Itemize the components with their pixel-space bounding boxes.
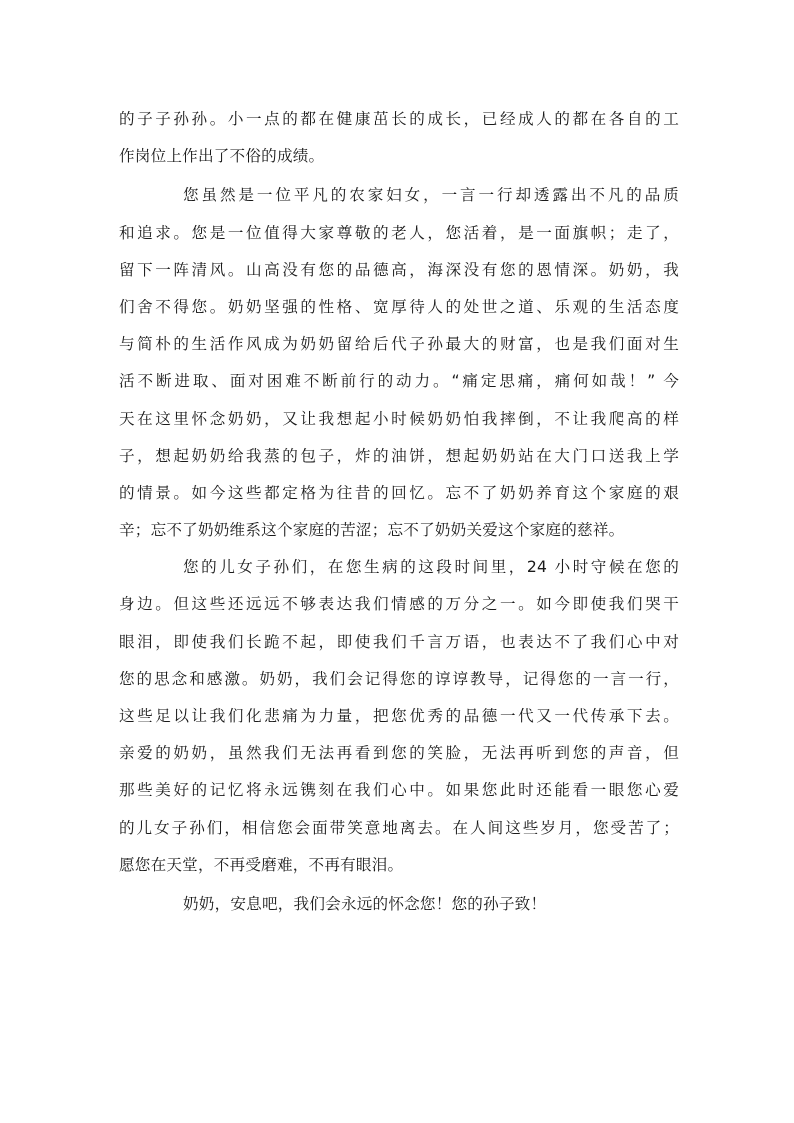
text-line: 的子子孙孙。小一点的都在健康茁长的成长，已经成人的都在各自的工 <box>119 110 679 128</box>
text-line: 们舍不得您。奶奶坚强的性格、宽厚待人的处世之道、乐观的生活态度 <box>119 297 679 316</box>
paragraph-1 <box>119 101 679 175</box>
text-line: 您的儿女子孙们，在您生病的这段时间里，24 小时守候在您的 <box>183 558 679 577</box>
text-line: 和追求。您是一位值得大家尊敬的老人，您活着，是一面旗帜；走了， <box>119 223 679 242</box>
text-line: 辛；忘不了奶奶维系这个家庭的苦涩；忘不了奶奶关爱这个家庭的慈祥。 <box>119 521 625 540</box>
text-line: 身边。但这些还远远不够表达我们情感的万分之一。如今即使我们哭干 <box>119 595 679 614</box>
text-line: 眼泪，即使我们长跪不起，即使我们千言万语，也表达不了我们心中对 <box>119 632 679 651</box>
text-line: 那些美好的记忆将永远镌刻在我们心中。如果您此时还能看一眼您心爱 <box>119 781 679 800</box>
text-line: 天在这里怀念奶奶，又让我想起小时候奶奶怕我摔倒，不让我爬高的样 <box>119 409 679 428</box>
text-line: 作岗位上作出了不俗的成绩。 <box>119 147 325 166</box>
paragraph-4 <box>119 886 679 923</box>
text-line: 的情景。如今这些都定格为往昔的回忆。忘不了奶奶养育这个家庭的艰 <box>119 483 679 502</box>
text-line: 愿您在天堂，不再受磨难，不再有眼泪。 <box>119 855 404 874</box>
paragraph-3 <box>119 549 679 884</box>
text-line: 奶奶，安息吧，我们会永远的怀念您！您的孙子致！ <box>183 894 547 913</box>
text-line: 与简朴的生活作风成为奶奶留给后代子孙最大的财富，也是我们面对生 <box>119 335 679 354</box>
text-line: 活不断进取、面对困难不断前行的动力。“痛定思痛，痛何如哉！” 今 <box>119 372 679 391</box>
paragraph-2 <box>119 177 679 549</box>
text-line: 这些足以让我们化悲痛为力量，把您优秀的品德一代又一代传承下去。 <box>119 707 679 725</box>
text-line: 您的思念和感激。奶奶，我们会记得您的谆谆教导，记得您的一言一行， <box>119 669 679 688</box>
text-line: 的儿女子孙们，相信您会面带笑意地离去。在人间这些岁月，您受苦了； <box>119 818 679 837</box>
text-line: 留下一阵清风。山高没有您的品德高，海深没有您的恩情深。奶奶，我 <box>119 260 679 279</box>
document-page <box>119 101 679 923</box>
text-line: 亲爱的奶奶，虽然我们无法再看到您的笑脸，无法再听到您的声音，但 <box>119 744 679 763</box>
text-line: 您虽然是一位平凡的农家妇女，一言一行却透露出不凡的品质 <box>183 186 679 205</box>
text-line: 子，想起奶奶给我蒸的包子，炸的油饼，想起奶奶站在大门口送我上学 <box>119 446 679 465</box>
